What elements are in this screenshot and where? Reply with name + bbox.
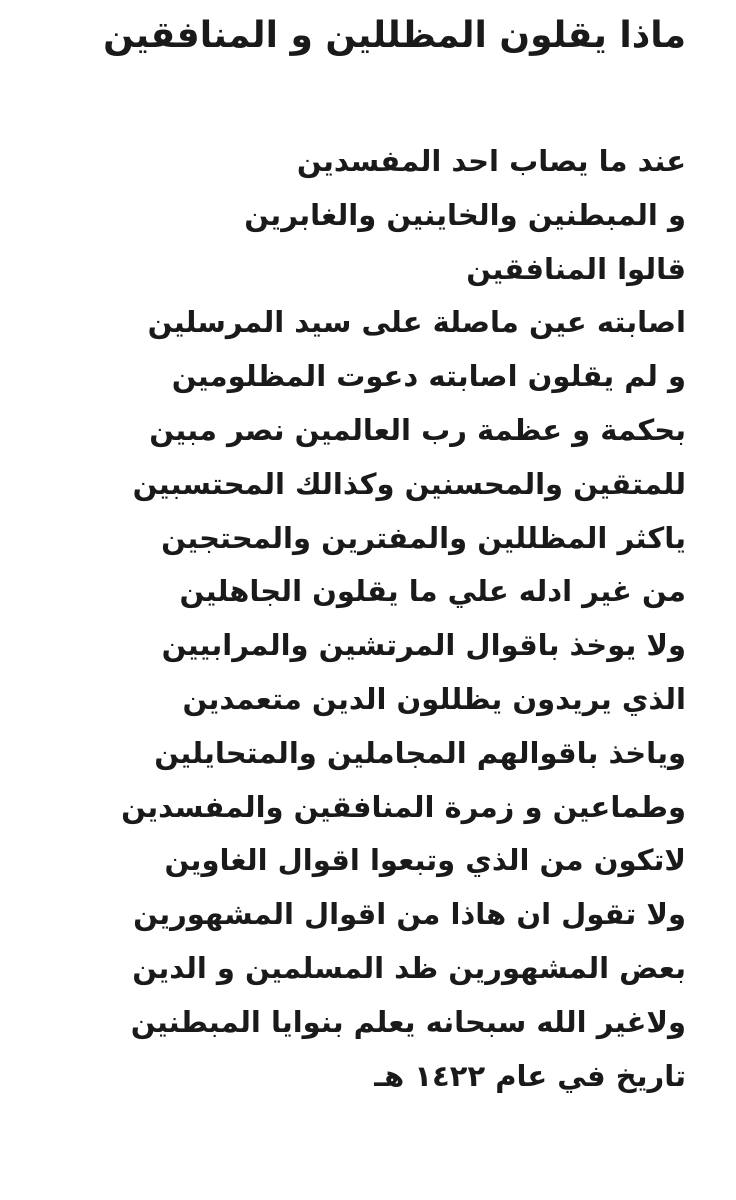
poem-line-4: اصابته عين ماصلة على سيد المرسلين <box>147 305 686 340</box>
poem-line-8: ياكثر المظللين والمفترين والمحتجين <box>161 520 686 555</box>
poem-line-12: وياخذ باقوالهم المجاملين والمتحايلين <box>154 735 686 770</box>
poem-line-16: بعض المشهورين ظد المسلمين و الدين <box>132 950 686 985</box>
poem-line-9: من غير ادله علي ما يقلون الجاهلين <box>179 574 686 609</box>
poem-line-3: قالوا المنافقين <box>466 251 686 286</box>
poem-line-1: عند ما يصاب احد المفسدين <box>296 144 686 178</box>
poem-line-5: و لم يقلون اصابته دعوت المظلومين <box>171 359 686 394</box>
poem-line-6: بحكمة و عظمة رب العالمين نصر مبين <box>149 412 686 447</box>
poem-line-15: ولا تقول ان هاذا من اقوال المشهورين <box>133 897 686 932</box>
poem-line-14: لاتكون من الذي وتبعوا اقوال الغاوين <box>164 843 686 878</box>
poem-line-2: و المبطنين والخاينين والغابرين <box>244 197 686 232</box>
document-title: ماذا يقلون المظللين و المنافقين <box>103 15 686 56</box>
poem-line-10: ولا يوخذ باقوال المرتشين والمرابيين <box>161 628 686 663</box>
poem-line-7: للمتقين والمحسنين وكذالك المحتسبين <box>132 466 686 501</box>
poem-line-18: تاريخ في عام ١٤٢٢ هـ <box>374 1058 686 1093</box>
poem-line-13: وطماعين و زمرة المنافقين والمفسدين <box>121 789 686 824</box>
poem-line-11: الذي يريدون يظللون الدين متعمدين <box>182 681 686 716</box>
poem-line-17: ولاغير الله سبحانه يعلم بنوايا المبطنين <box>130 1004 686 1039</box>
poem-body <box>121 135 686 1103</box>
